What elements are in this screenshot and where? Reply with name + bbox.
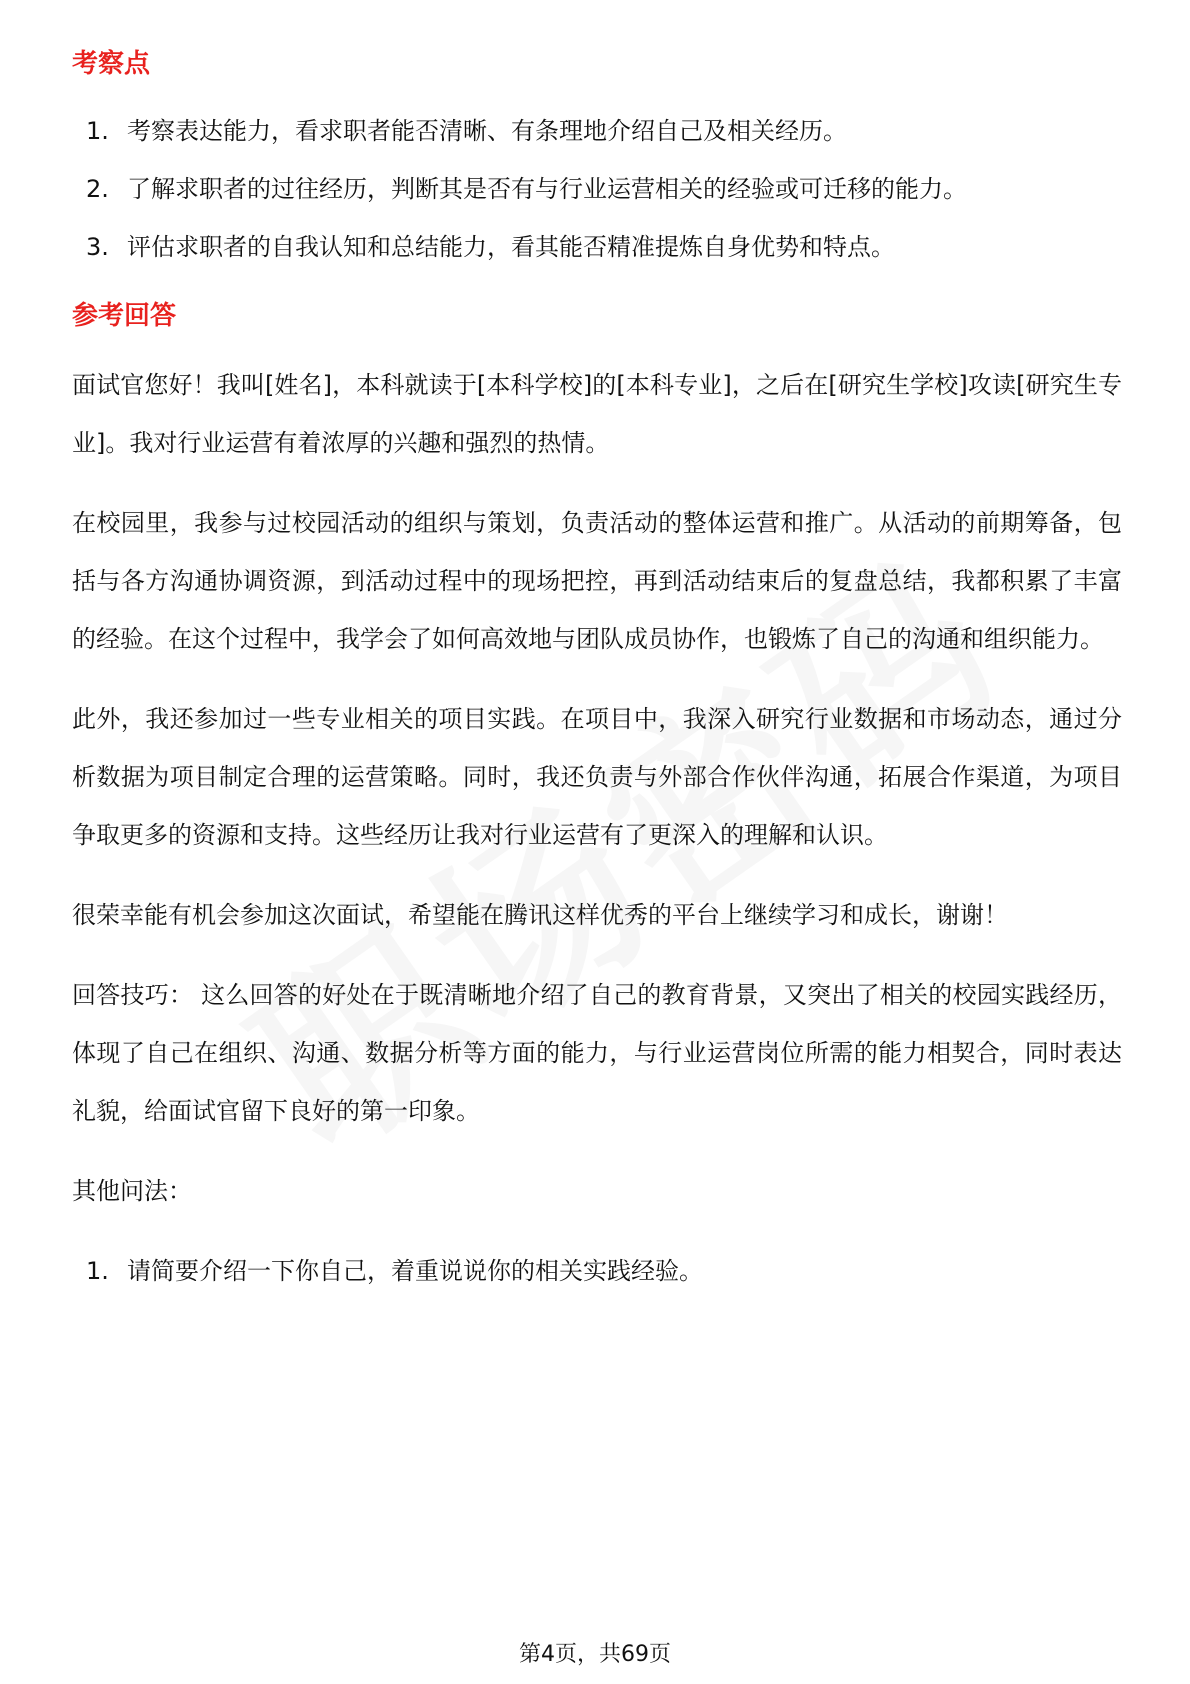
answer-paragraph: 面试官您好！我叫[姓名]，本科就读于[本科学校]的[本科专业]，之后在[研究生学校]攻读[研究生专业]。我对行业运营有着浓厚的兴趣和强烈的热情。 [72,371,1122,457]
page-content [72,44,1122,1300]
assessment-list [72,102,1122,276]
list-item-number: 2. [86,175,109,203]
list-item [72,1242,1122,1300]
list-item-number: 1. [86,117,109,145]
section-title-assessment: 考察点 [72,49,151,79]
list-item [72,160,1122,218]
other-questions-list [72,1242,1122,1300]
list-item-text: 请简要介绍一下你自己，着重说说你的相关实践经验。 [127,1257,703,1285]
page-number: 第4页，共69页 [519,1642,671,1667]
list-item [72,218,1122,276]
list-item-number: 3. [86,233,109,261]
answer-tips-paragraph: 回答技巧： 这么回答的好处在于既清晰地介绍了自己的教育背景，又突出了相关的校园实践经历，体现了自己在组织、沟通、数据分析等方面的能力，与行业运营岗位所需的能力相契合，同时表达礼貌，给面试官留下良好的第一印象。 [72,981,1122,1125]
list-item-text: 评估求职者的自我认知和总结能力，看其能否精准提炼自身优势和特点。 [127,233,895,261]
answer-paragraph: 在校园里，我参与过校园活动的组织与策划，负责活动的整体运营和推广。从活动的前期筹备，包括与各方沟通协调资源，到活动过程中的现场把控，再到活动结束后的复盘总结，我都积累了丰富的经验。在这个过程中，我学会了如何高效地与团队成员协作，也锻炼了自己的沟通和组织能力。 [72,509,1122,653]
answer-paragraph: 此外，我还参加过一些专业相关的项目实践。在项目中，我深入研究行业数据和市场动态，通过分析数据为项目制定合理的运营策略。同时，我还负责与外部合作伙伴沟通，拓展合作渠道，为项目争取更多的资源和支持。这些经历让我对行业运营有了更深入的理解和认识。 [72,705,1122,849]
list-item-number: 1. [86,1257,109,1285]
other-questions-label: 其他问法： [72,1177,192,1205]
list-item [72,102,1122,160]
list-item-text: 了解求职者的过往经历，判断其是否有与行业运营相关的经验或可迁移的能力。 [127,175,967,203]
answer-paragraph: 很荣幸能有机会参加这次面试，希望能在腾讯这样优秀的平台上继续学习和成长，谢谢！ [72,901,1008,929]
section-title-reference: 参考回答 [72,301,177,331]
list-item-text: 考察表达能力，看求职者能否清晰、有条理地介绍自己及相关经历。 [127,117,847,145]
